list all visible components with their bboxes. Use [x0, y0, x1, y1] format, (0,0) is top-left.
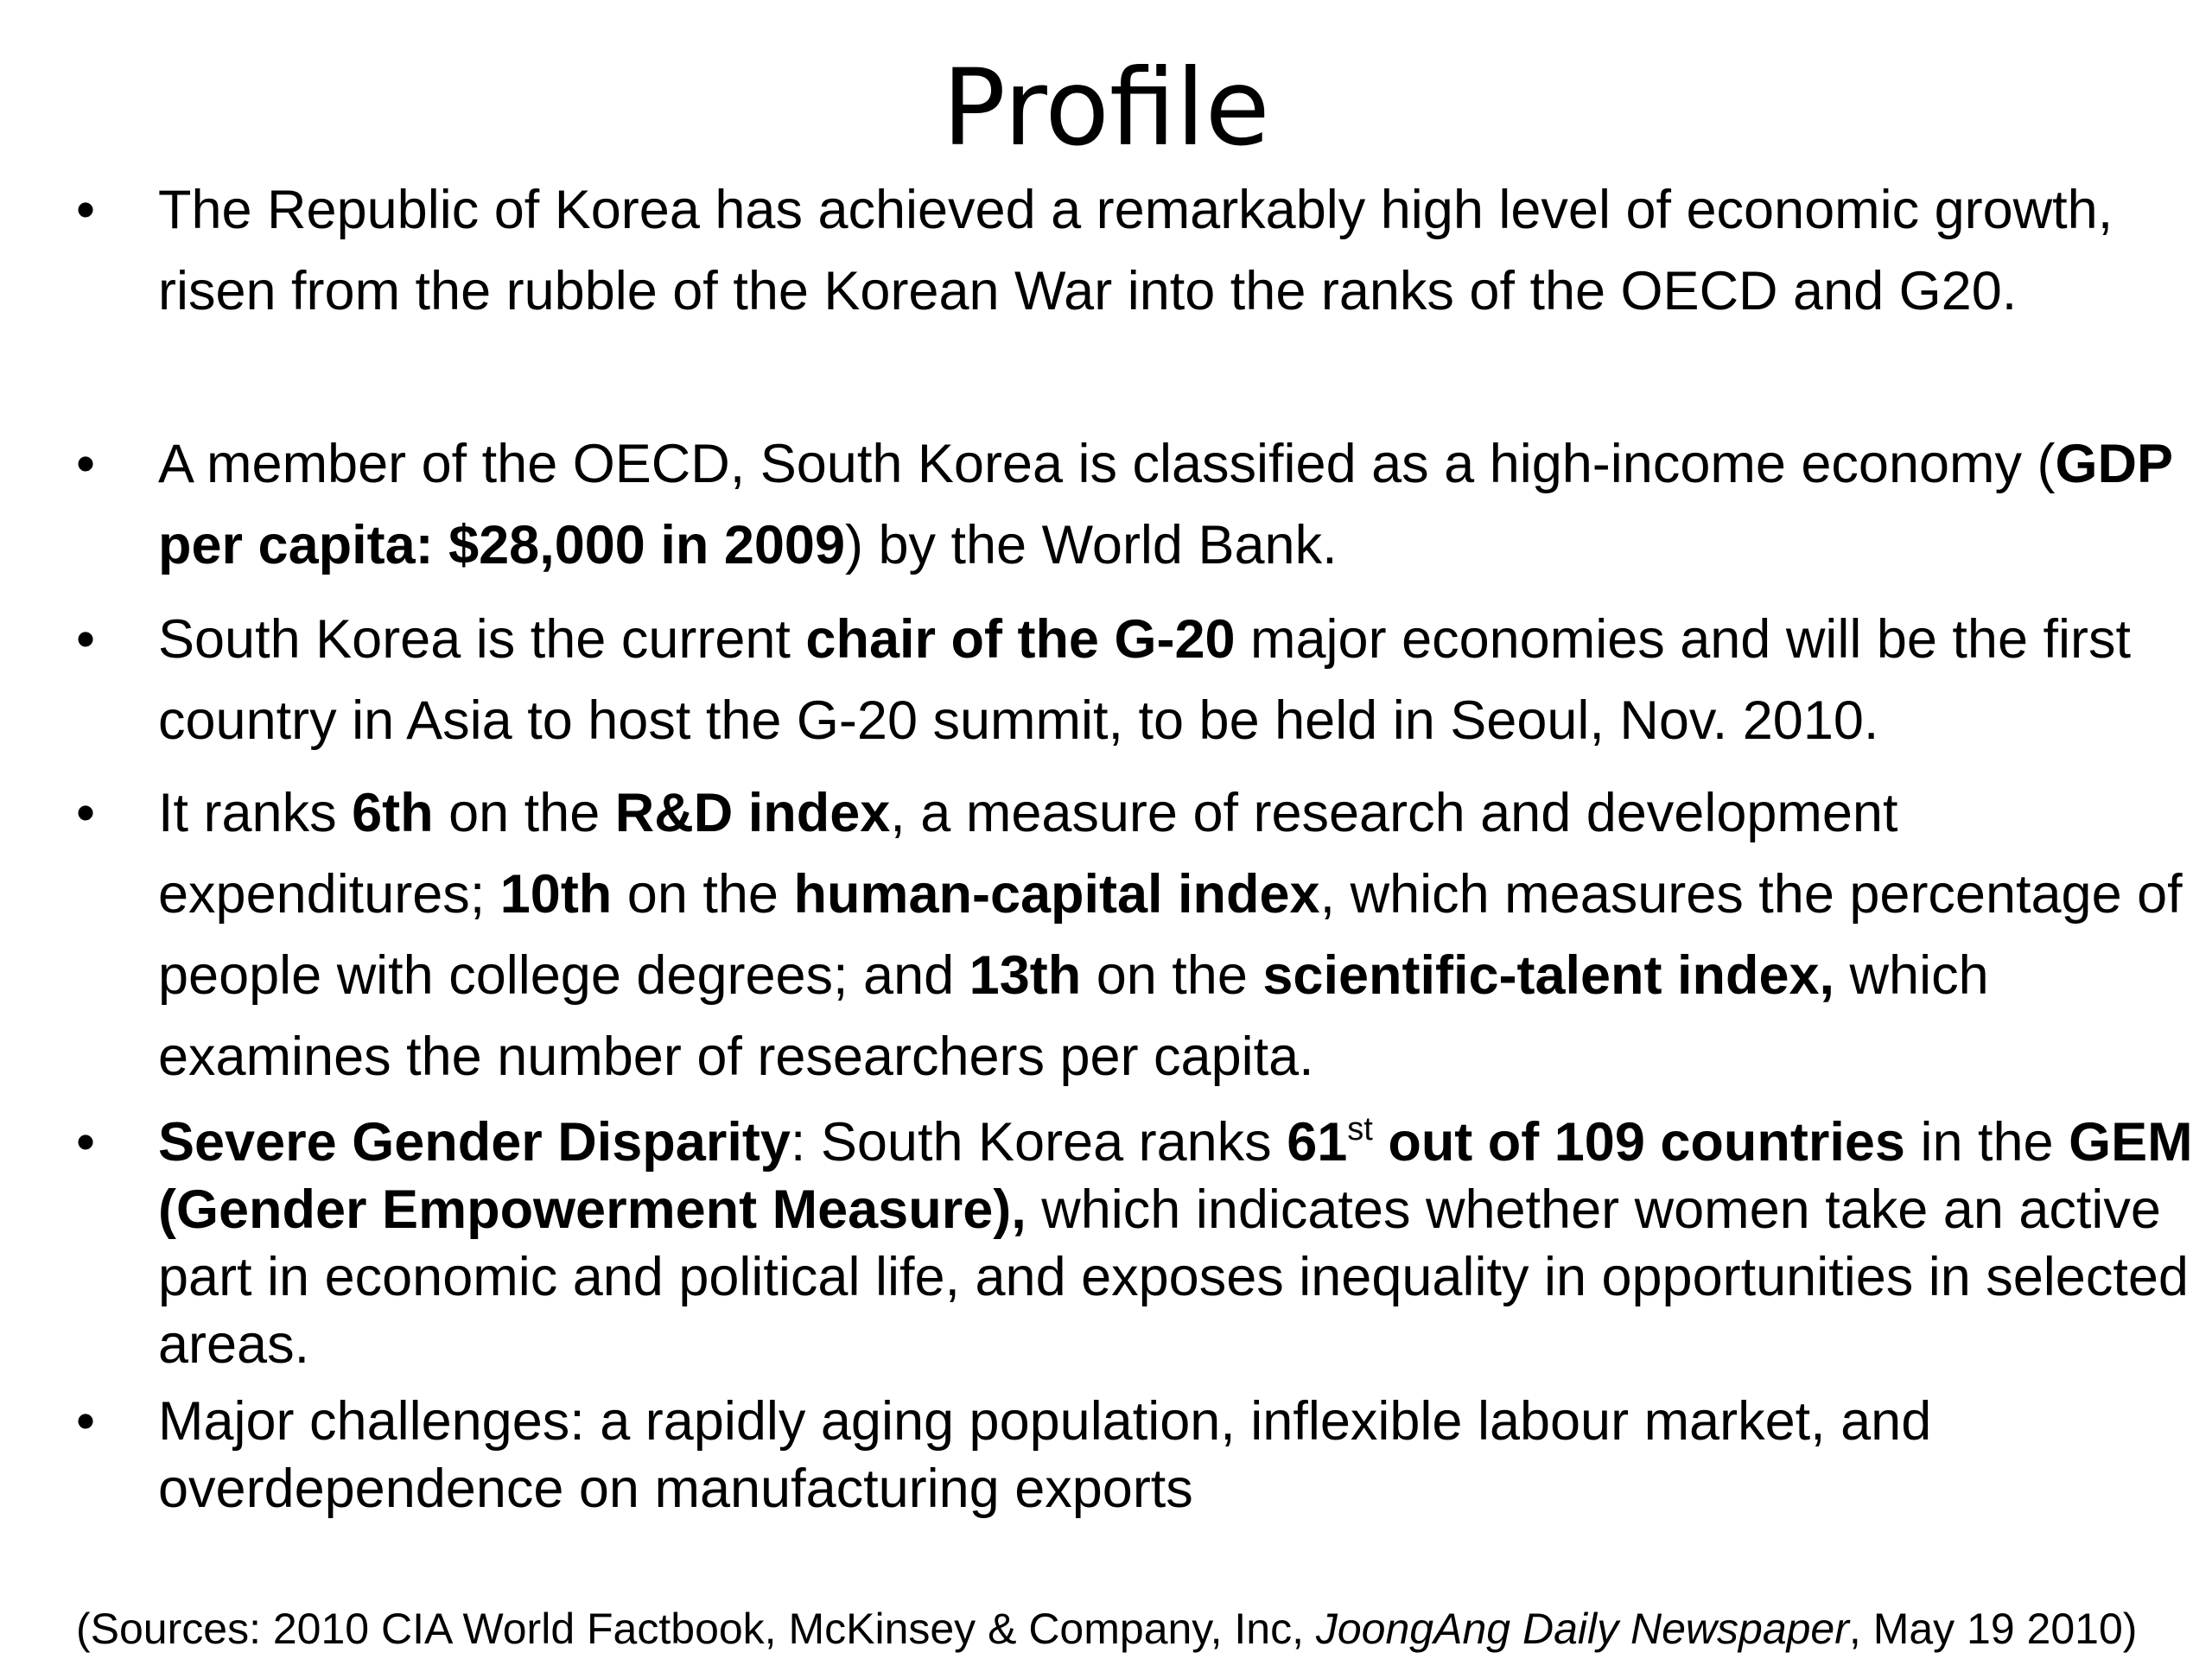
text-run: which examines the number of researchers per capita.: [158, 945, 1989, 1087]
bullet-text: [158, 1109, 2212, 1378]
text-run-bold: 13th: [969, 945, 1082, 1006]
bullet-gender-disparity: [76, 1109, 2193, 1378]
text-run: The Republic of Korea has achieved a remarkably high level of economic growth, risen from the rubble of the Korean War into the ranks of the OECD and G20.: [158, 180, 2113, 321]
text-run: , a measure of research and development expenditures;: [158, 783, 1898, 925]
text-run-bold: GEM (Gender Empowerment Measure),: [158, 1112, 2193, 1240]
bullet-marker: •: [76, 783, 96, 843]
bullet-economic-growth: [76, 169, 2184, 332]
slide-title: Profile: [942, 47, 1270, 169]
text-run: which indicates whether women take an active part in economic and political life, and exposes inequality in opportunities in selected areas.: [158, 1179, 2189, 1375]
bullet-marker: •: [76, 434, 96, 494]
text-run: Major challenges: a rapidly aging population, inflexible labour market, and overdependence on manufacturing exports: [158, 1391, 1932, 1519]
bullet-marker: •: [76, 1112, 96, 1173]
bullet-text: [158, 169, 2212, 332]
text-run-bold: R&D index: [614, 783, 891, 843]
text-run: South Korea is the current: [158, 609, 806, 670]
text-run: ) by the World Bank.: [844, 515, 1338, 575]
text-run-bold: out of 109 countries: [1372, 1112, 1905, 1173]
text-run-bold: chair of the G-20: [805, 609, 1236, 670]
text-run-bold: 61: [1287, 1112, 1348, 1173]
sources-citation: [76, 1603, 2137, 1655]
text-run-bold: GDP per capita: $28,000 in 2009: [158, 434, 2172, 575]
text-run: It ranks: [158, 783, 353, 843]
text-run-bold: human-capital index: [793, 864, 1320, 925]
text-run-bold: Severe Gender Disparity: [158, 1112, 791, 1173]
ordinal-suffix: st: [1347, 1111, 1373, 1147]
text-run-bold: scientific-talent index,: [1262, 945, 1835, 1006]
bullet-marker: •: [76, 609, 96, 670]
text-run-bold: 10th: [499, 864, 613, 925]
sources-publication: JoongAng Daily Newspaper: [1315, 1605, 1849, 1653]
text-run: , which measures the percentage of people with college degrees; and: [158, 864, 2183, 1006]
bullet-marker: •: [76, 1391, 96, 1452]
sources-suffix: , May 19 2010): [1848, 1605, 2138, 1653]
bullet-major-challenges: [76, 1388, 2184, 1522]
text-run: on the: [612, 864, 794, 925]
bullet-text: [158, 599, 2212, 761]
sources-prefix: (Sources: 2010 CIA World Factbook, McKinsey & Company, Inc,: [76, 1605, 1316, 1653]
text-run: A member of the OECD, South Korea is classified as a high-income economy (: [158, 434, 2056, 494]
bullet-marker: •: [76, 180, 96, 240]
bullet-text: [158, 1388, 2212, 1522]
bullet-g20-chair: [76, 599, 2184, 761]
text-run: major economies and will be the first country in Asia to host the G-20 summit, to be held in Seoul, Nov. 2010.: [158, 609, 2131, 751]
bullet-text: [158, 772, 2212, 1097]
text-run: on the: [433, 783, 615, 843]
bullet-rankings: [76, 772, 2184, 1097]
text-run-bold: 6th: [352, 783, 434, 843]
text-run: on the: [1081, 945, 1263, 1006]
bullet-text: [158, 423, 2212, 586]
text-run: : South Korea ranks: [790, 1112, 1287, 1173]
bullet-high-income: [76, 423, 2184, 586]
text-run: in the: [1904, 1112, 2069, 1173]
